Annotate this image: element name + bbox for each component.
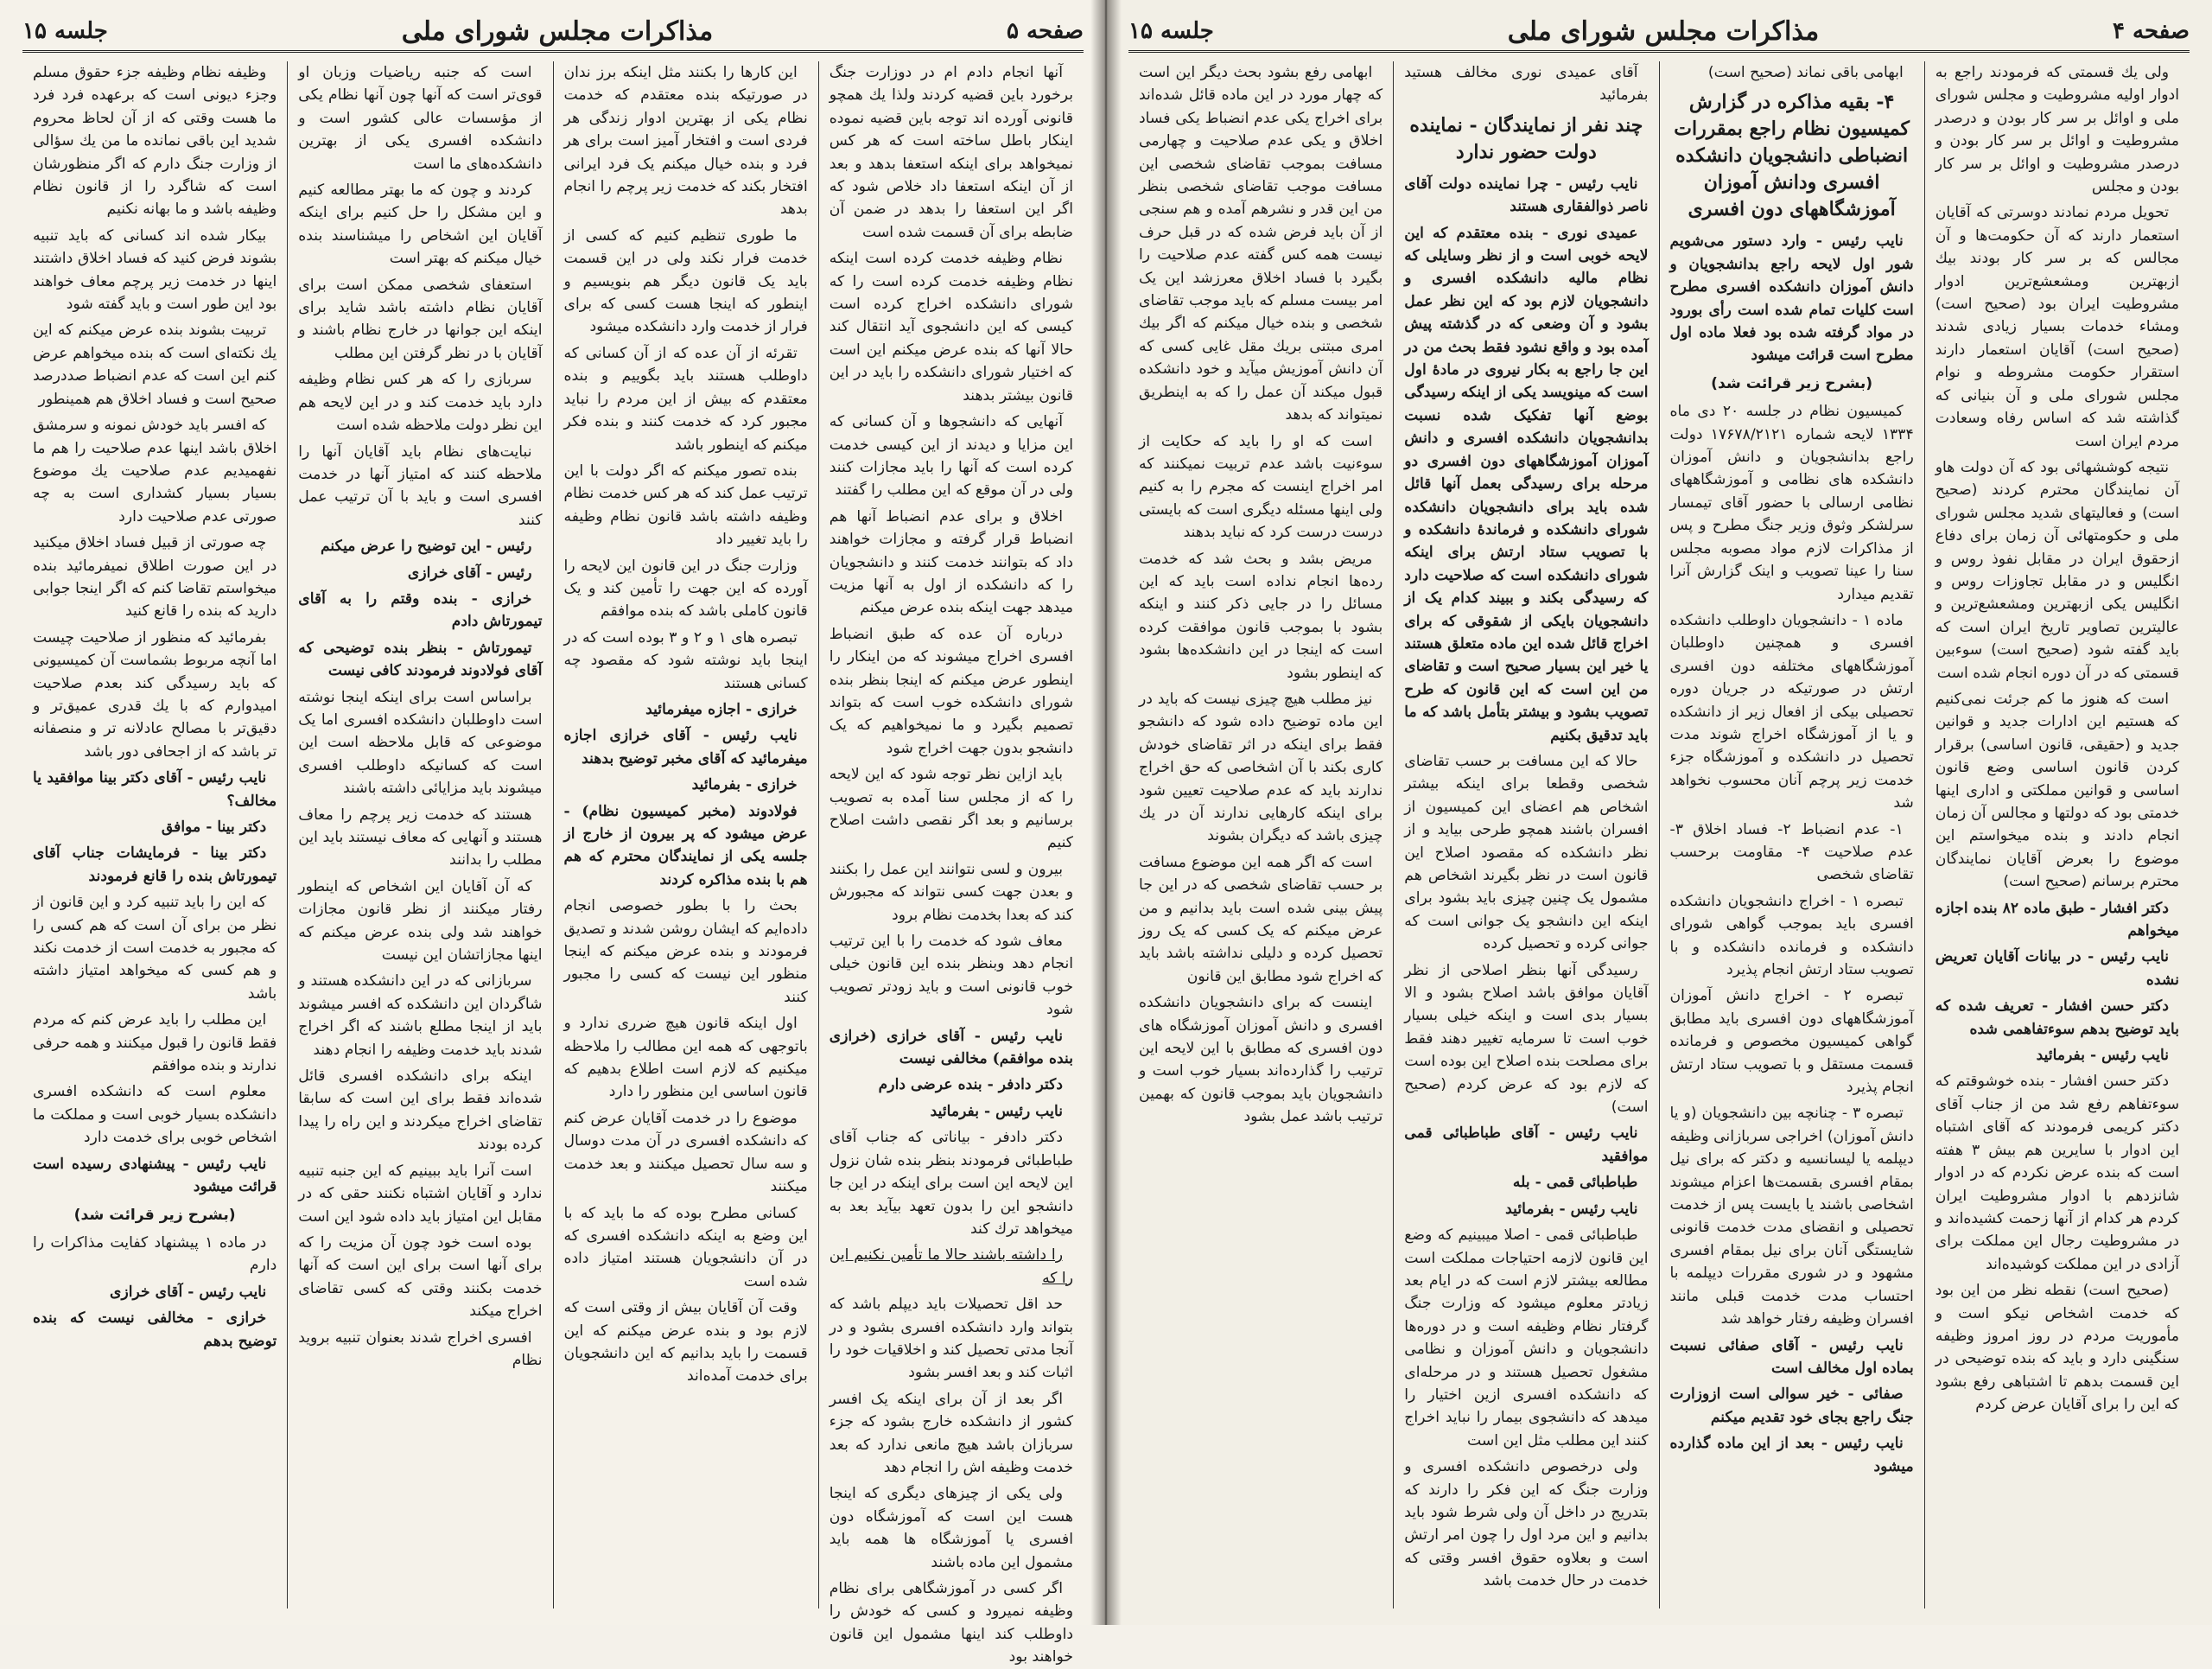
body-paragraph: نیز مطلب هیچ چیزی نیست که باید در این ماده توضیح داده شود که دانشجو فقط برای اینکه در اثر تقاضای خودش کاری بکند با آن اشخاصی که حق اخراج ندارند باید که عدم صلاحیت تعیین شود برای اینکه کارهایی ندارند آن در یك چیزی باشد که دیگران بشوند	[1139, 690, 1383, 845]
body-paragraph: است که اگر همه این موضوع مسافت بر حسب تقاضای شخصی که در این جا پیش بینی شده است باید بدانیم و من عرض میکنم که یک کسی که یک روز تحصیل کرده و دلیلی نداشته باشد باید که اخراج شود مطابق این قانون	[1139, 853, 1383, 985]
body-paragraph: مریض بشد و بحث شد که خدمت رده‌ها انجام نداده است باید که این مسائل را در جایی ذکر کنند و اینکه بشود با بموجب قانون موافقت کرده است که اینجا در این دانشکده‌ها بشود که اینطور بشود	[1139, 550, 1383, 682]
text-column	[553, 61, 818, 1608]
body-paragraph: ولی یك قسمتی که فرمودند راجع به ادوار اولیه مشروطیت و مجلس شورای ملی و اوائل بر سر کار بودن و درصدر مشروطیت و اوائل بر سر کار بودن و درصدر مشروطیت و اوائل بر سر کار بودن و مجلس	[1935, 64, 2179, 196]
body-paragraph: کسانی مطرح بوده که ما باید که با این وضع به اینکه دانشکده افسری که در آن دانشجویان هستند امتیاز داده شده است	[563, 1204, 808, 1290]
body-paragraph: ابهامی رفع بشود بحث دیگر این است که چهار مورد در این ماده قائل شده‌اند برای اخراج یکی عدم انضباط یکی فساد اخلاق و یکی عدم صلاحیت و چهارمی مسافت بموجب تقاضای شخصی این مسافت موجب تقاضای شخصی بنظر من این قدر و نشرهم آمده و هم سنجی از آن باید فرض شده که در قبل حرف نیست همه کس گفته عدم صلاحیت را بگیرد با فساد اخلاق معرزشد این یک امر بیست مسلم که باید موجب تقاضای شخصی و بنده خیال میکنم که اگر بیك امری مبتنی بریك مقل غایی کسی که آن دانش آموزیش میآید و خود دانشکده قبول میکند آن عمل را که به اینطریق نمیتواند که بدهد	[1139, 64, 1383, 424]
speaker-paragraph: نایب رئیس - بعد از این ماده گذارده میشود	[1669, 1435, 1914, 1475]
body-paragraph: اینکه برای دانشکده افسری قائل شده‌اند فقط برای این است که سابقا تقاضای اخراج میکردند و این راه را پیدا کرده بودند	[298, 1067, 543, 1154]
agenda-heading: ۴- بقیه مذاکره در گزارش کمیسیون نظام راجع بمقررات انضباطی دانشجویان دانشکده افسری ودانش آموزان آموزشگاههای دون افسری	[1674, 91, 1910, 221]
body-paragraph: تبصره ۲ - اخراج دانش آموزان آموزشگاههای دون افسری باید مطابق گواهی کمیسیون مخصوص و فرمانده قسمت مستقل و با تصویب ستاد ارتش انجام پذیرد	[1669, 987, 1914, 1097]
speaker-paragraph: دکتر افشار - طبق ماده ۸۲ بنده اجازه میخواهم	[1935, 899, 2179, 940]
body-paragraph: سربازی را که هر کس نظام وظیفه دارد باید خدمت کند و در این لایحه هم این نظر دولت ملاحظه شده است	[298, 371, 543, 435]
speaker-paragraph: رئیس - این توضیح را عرض میکنم	[320, 538, 532, 556]
body-paragraph: تبصره ۱ - اخراج دانشجویان دانشکده افسری باید بموجب گواهی شورای دانشکده و فرمانده دانشکده و با تصویب ستاد ارتش انجام پذیرد	[1669, 892, 1914, 978]
left-page	[0, 0, 1106, 1666]
body-paragraph: رسیدگی آنها بنظر اصلاحی از نظر آقایان موافق باشد اصلاح بشود و الا بسیار بدی است و اینکه خیلی بسیار خوب است تا سرمایه تغییر دهند فقط برای مصلحت بنده اصلاح این بوده است که لازم بود که عرض کردم (صحیح است)	[1404, 961, 1649, 1117]
body-paragraph: این مطلب را باید عرض کنم که مردم فقط قانون را قبول میکنند و همه حرفی ندارند و بنده موافقم	[33, 1011, 277, 1075]
speaker-paragraph: نایب رئیس - چرا نماینده دولت آقای ناصر ذوالفقاری هستند	[1404, 175, 1649, 216]
session-number: جلسه ۱۵	[22, 18, 108, 44]
body-paragraph: اگر بعد از آن برای اینکه یک افسر کشور از دانشکده خارج بشود که جزء سربازان باشد هیچ مانعی ندارد که بعد خدمت وظیفه اش را انجام دهد	[829, 1390, 1073, 1476]
body-paragraph: دکتر حسن افشار - بنده خوشوقتم که سوءتفاهم رفع شد من از جناب آقای دکتر کریمی فرمودند که آقای اشتباه این ادوار با سایرین هم بیش ۳ هفته است که بنده عرض نکردم که در ادوار شانزدهم با ادوار مشروطیت ایران کردم هر کدام از آنها زحمت کشیده‌اند و در مشروطیت رجال این مملکت برای آزادی در این مملکت کوشیده‌اند	[1935, 1073, 2180, 1273]
body-paragraph: بنده تصور میکنم که اگر دولت با این ترتیب عمل کند که هر کس خدمت نظام وظیفه داشته باشد قانون نظام وظیفه را باید تغییر داد	[563, 462, 808, 549]
body-paragraph: آنهایی که دانشجوها و آن کسانی که این مزایا و دیدند از این کیسی خدمت کرده است که آنها را باید مجازات کنند ولی در آن موقع که این مطلب را گفتند	[829, 413, 1073, 500]
body-paragraph: ماده ۱ - دانشجویان داوطلب دانشکده افسری و همچنین داوطلبان آموزشگاههای مختلفه دون افسری ارتش در صورتیکه در جریان دوره تحصیلی بیکی از افعال زیر از دانشکده و یا از آموزشگاه اخراج شوند مدت تحصیل در دانشکده و آموزشگاه جزء خدمت زیر پرچم آنان محسوب نخواهد شد	[1669, 611, 1914, 812]
body-paragraph: نتیجه کوششهائی بود که آن دولت هاو آن نمایندگان محترم کردند (صحیح است) و فعالیتهای شدید مجلس شورای ملی و حکومتهائی آن زمان برای دفاع ازحقوق ایران در مقابل نفوذ روس و انگلیس و در مقابل تجاوزات روس و انگلیس یکی ازبهترین ومشعشع‌ترین و عالیترین تصاویر تاریخ ایران است که باید گفته شود (صحیح است) سوءبین قسمتی که در آن دوره انجام شده است	[1935, 458, 2179, 682]
speaker-paragraph: دکتر بینا - موافق	[161, 819, 267, 836]
body-paragraph: افسری اخراج شدند بعنوان تنبیه بروید نظام	[298, 1328, 543, 1369]
left-page-header	[22, 12, 1084, 53]
body-paragraph: کردند و چون که ما بهتر مطالعه کنیم و این مشکل را حل کنیم برای اینکه آقایان این اشخاص را میشناسند بنده خیال میکنم که بهتر است	[298, 182, 543, 268]
reading-note: (بشرح زیر قرائت شد)	[1711, 374, 1873, 392]
body-paragraph: سربازانی که در این دانشکده هستند و شاگردان این دانشکده که افسر میشوند باید از اینجا مطلع باشند که اگر اخراج شدند باید خدمت وظیفه را انجام دهند	[298, 972, 543, 1059]
speaker-paragraph: نایب رئیس - بفرمائید	[1505, 1200, 1638, 1218]
speaker-paragraph: دکتر دادفر - بنده عرضی دارم	[878, 1076, 1063, 1094]
body-paragraph: که افسر باید خودش نمونه و سرمشق اخلاق باشد اینها عدم صلاحیت را هم ما نفهمیدیم عدم صلاحیت یك موضوع بسیار بسیار کشداری است به چه صورتی عدم صلاحیت دارد	[33, 417, 277, 526]
body-paragraph: بوده است خود چون آن مزیت را که برای آنها است برای این است که آنها خدمت بکنند وقتی که کسی تقاضای اخراج میکند	[298, 1233, 543, 1321]
speaker-paragraph: نایب رئیس - آقای خرازی	[110, 1283, 267, 1301]
body-paragraph: چه صورتی از قبیل فساد اخلاق میکنید در این صورت اطلاق نمیفرمائید بنده میخواستم تقاضا کنم که اگر اینجا جوابی دارید که بنده را قانع کنید	[33, 534, 277, 621]
speaker-paragraph: نایب رئیس - بفرمائید	[930, 1102, 1063, 1120]
left-page-columns	[22, 61, 1084, 1666]
session-number: جلسه ۱۵	[1128, 18, 1214, 44]
body-paragraph: بحث را با بطور خصوصی انجام داده‌ایم که ایشان روشن شدند و تصدیق فرمودند و بنده عرض میکنم که اینجا منظور این نیست که کسی را مجبور کنند	[563, 897, 808, 1006]
body-paragraph: کمیسیون نظام در جلسه ۲۰ دی ماه ۱۳۳۴ لایحه شماره ۱۷۶۷۸/۲۱۲۱ دولت راجع بدانشجویان و دانش آموزان دانشکده های نظامی و آموزشگاههای نظامی ارسالی با حضور آقای تیمسار سرلشکر وثوق وزیر جنگ مطرح و پس از مذاکرات لازم مواد مصوبه مجلس سنا را عینا تصویب و اینک گزارش آنرا تقدیم میدارد	[1669, 403, 1914, 603]
speaker-paragraph: رئیس - آقای خرازی	[407, 564, 532, 582]
body-paragraph: وقت آن آقایان بیش از وقتی است که لازم بود و بنده عرض میکنم که این قسمت را باید بدانیم که این دانشجویان برای خدمت آمده‌اند	[563, 1299, 808, 1386]
body-paragraph: دکتر دادفر - بیاناتی که جناب آقای طباطبائی فرمودند بنظر بنده شان نزول این لایحه این است برای اینکه در این جا دانشجو این را بدون تعهد بیآید بعد به میخواهد ترك کند	[829, 1129, 1073, 1238]
body-paragraph: تبصره ۳ - چنانچه بین دانشجویان (و یا دانش آموزان) اخراجی سربازانی وظیفه دیپلمه یا لیسانسیه و دکتر که برای نیل بمقام افسری بقسمت‌ها اعزام میشوند اشخاصی باشند یا بایست پس از خدمت تحصیلی و انقضای مدت خدمت قانونی شایستگی آنان برای نیل بمقام افسری مشهود و در شوری مقررات دیپلمه با احتساب مدت خدمت قبلی مانند افسران وظیفه رفتار خواهد شد	[1669, 1105, 1914, 1328]
body-paragraph: معلوم است که دانشکده افسری دانشکده بسیار خوبی است و مملکت ما اشخاص خوبی برای خدمت دارد	[33, 1083, 277, 1147]
reading-note: (بشرح زیر قرائت شد)	[73, 1206, 236, 1224]
body-paragraph: براساس است برای اینکه اینجا نوشته است داوطلبان دانشکده افسری اما یک موضوعی که قابل ملاحظه است این است که کسانیکه داوطلب افسری میشوند باید مزایائی داشته باشند	[298, 688, 543, 798]
speaker-paragraph: صفائی - خیر سوالی است ازوزارت جنگ راجع بجای خود تقدیم میکنم	[1669, 1386, 1914, 1426]
speaker-paragraph: تیمورتاش - بنظر بنده توضیحی که آقای فولادوند فرمودند کافی نیست	[298, 639, 543, 680]
body-paragraph: تربیت بشوند بنده عرض میکنم که این یك نکته‌ای است که بنده میخواهم عرض کنم این است که عدم انضباط صددرصد صحیح است و فساد اخلاق هم همینطور	[33, 322, 277, 408]
body-paragraph: باید ازاین نظر توجه شود که این لایحه را که از مجلس سنا آمده به تصویب برسانیم و بعد اگر نقصی داشت اصلاح کنیم	[829, 766, 1073, 852]
speaker-paragraph: نایب رئیس - آقای خرازی (خرازی بنده موافقم) مخالفی نیست	[829, 1027, 1073, 1068]
body-paragraph: آنها انجام دادم ام در دوزارت جنگ برخورد باین قضیه کردند ولذا یك همچو قانونی آورده اند توجه باین قضیه نموده اینکار باطل ساخته است که هر کس نمیخواهد برای اینکه استعفا بدهد و بعد از آن اینکه استعفا داد خلاص شود که اگر این استعفا را بدهد در ضمن آن ضابطه برای آن قسمت شده است	[829, 64, 1073, 241]
body-paragraph: در ماده ۱ پیشنهاد کفایت مذاکرات را دارم	[33, 1233, 277, 1275]
body-paragraph: نبایت‌های نظام باید آقایان آنها را ملاحظه کنند که امتیاز آنها در خدمت افسری است و باید با آن ترتیب عمل کنند	[298, 443, 543, 529]
body-paragraph: اخلاق و برای عدم انضباط آنها هم انضباط قرار گرفته و مجازات خواهند داد که بتوانند خدمت کنند و دانشجویان را که دانشکده از اول به آنها مزیت میدهد جهت اینکه بنده عرض میکنم	[829, 507, 1073, 617]
body-paragraph: هستند که خدمت زیر پرچم را معاف هستند و آنهایی که معاف نیستند باید این مطلب را بدانند	[298, 806, 543, 870]
speaker-paragraph: نایب رئیس - آقای دکتر بینا موافقید یا مخالف؟	[33, 769, 277, 810]
speaker-paragraph: دکتر حسن افشار - تعریف شده که باید توضیح بدهم سوءتفاهمی شده	[1935, 997, 2179, 1038]
body-paragraph: اول اینکه قانون هیچ ضرری ندارد و باتوجهی که همه این مطالب را ملاحظه میکنیم که لازم است اطلاع بدهیم که قانون اساسی این منظور را دارد	[563, 1015, 808, 1101]
body-paragraph: است که جنبه ریاضیات وزبان او قوی‌تر است که آنها چون آنها نظام یکی از مؤسسات عالی کشور است و دانشکده افسری یکی از بهترین دانشکده‌های ما است	[298, 64, 543, 173]
speaker-paragraph: نایب رئیس - آقای خرازی اجازه میفرمائید که آقای مخبر توضیح بدهند	[563, 727, 808, 768]
speaker-paragraph: خرازی - بنده وقتم را به آقای تیمورتاش دادم	[298, 589, 543, 631]
speaker-paragraph: نایب رئیس - آقای طباطبائی قمی موافقید	[1404, 1124, 1649, 1165]
body-paragraph: تقرئه از آن عده که از آن کسانی که داوطلب هستند باید بگوییم و بنده معتقدم که بیش از این مردم را نباید مجبور کرد که خدمت کنند و بنده فکر میکنم که اینطور باشد	[563, 344, 808, 454]
text-column	[1393, 61, 1658, 1608]
body-paragraph: ما طوری تنظیم کنیم که کسی از خدمت فرار نکند ولی در این قسمت باید یک قانون دیگر هم بنویسیم و اینطور که اینجا هست کسی که برای فرار از خدمت وارد دانشکده میشود	[563, 226, 808, 336]
body-paragraph: بیرون و لسی نتوانند این عمل را بکنند و بعدن جهت کسی نتواند که مجبورش کند که بعدا بخدمت نظام برود	[829, 860, 1073, 924]
underlined-line: را داشته باشند حالا ما تأمین نکنیم این را که	[829, 1246, 1073, 1287]
body-paragraph: بیکار شده اند کسانی که باید تنبیه بشوند فرض کنید که فساد اخلاق داشتند اینها در خدمت زیر پرچم معاف خواهند بود این طور است و باید گفته شود	[33, 226, 277, 314]
page-number: صفحه ۴	[2113, 18, 2190, 44]
right-page	[1106, 0, 2212, 1625]
body-paragraph: ابهامی باقی نماند (صحیح است)	[1707, 64, 1904, 81]
body-paragraph: ولی یکی از چیزهای دیگری که اینجا هست این است که آموزشگاه دون افسری یا آموزشگاه ها همه باید مشمول این ماده باشند	[829, 1485, 1073, 1571]
speaker-paragraph: نایب رئیس - پیشنهادی رسیده است قرائت میشود	[33, 1155, 277, 1196]
body-paragraph: طباطبائی قمی - اصلا میبینیم که وضع این قانون لازمه احتیاجات مملکت است مطالعه بیشتر لازم است که در ایام بعد زیادتر معلوم میشود که وزارت جنگ گرفتار نظام وظیفه است و در دوره‌ها دانشجویان و دانش آموزان و نظامی مشغول تحصیل هستند و در مرحله‌ای که دانشکده افسری ازین اختیار را میدهد که دانشجوی بیمار را نباید اخراج کنند این مطلب مثل این است	[1404, 1226, 1649, 1449]
page-title: مذاکرات مجلس شورای ملی	[1507, 16, 1820, 47]
body-paragraph: این کارها را بکنند مثل اینکه برز ندان در صورتیکه بنده معتقدم که خدمت نظام یکی از بهترین ادوار زندگی هر فردی است و افتخار آمیز است برای هر فرد و بنده خیال میکنم یک فرد ایرانی افتخار بکند که خدمت زیر پرچم را انجام بدهد	[563, 64, 808, 219]
agenda-heading: چند نفر از نمایندگان - نماینده دولت حضور ندارد	[1409, 113, 1643, 163]
speaker-paragraph: دکتر بینا - فرمایشات جناب آقای تیمورتاش بنده را قانع فرمودند	[33, 844, 277, 885]
body-paragraph: موضوع را در خدمت آقایان عرض کنم که دانشکده افسری در آن مدت دوسال و سه سال تحصیل میکنند و بعد خدمت میکنند	[563, 1109, 808, 1196]
body-paragraph: اینست که برای دانشجویان دانشکده افسری و دانش آموزان آموزشگاه های دون افسری که مطابق با این لایحه این ترتیب را گذارده‌اند بسیار خوب است و دانشجویان باید بموجب قانون که بهمین ترتیب باشد عمل بشود	[1139, 994, 1383, 1126]
body-paragraph: که این را باید تنبیه کرد و این قانون از نظر من برای آن است که هم کسی را که مجبور به خدمت است از خدمت نکند و هم کسی که میخواهد امتیاز داشته باشد	[33, 894, 277, 1003]
text-column	[1659, 61, 1924, 1608]
body-paragraph: اگر کسی در آموزشگاهی برای نظام وظیفه نمیرود و کسی که خودش را داوطلب کند اینها مشمول این قانون خواهند بود	[829, 1580, 1073, 1666]
body-paragraph: حد اقل تحصیلات باید دیپلم باشد که بتواند وارد دانشکده افسری بشود و در آنجا مدتی تحصیل کند و اخلاقیات خود را اثبات کند و بعد افسر بشود	[829, 1296, 1073, 1382]
speaker-paragraph: نایب رئیس - آقای صفائی نسبت بماده اول مخالف است	[1669, 1336, 1914, 1377]
right-page-columns	[1128, 61, 2190, 1608]
body-paragraph: آقای عمیدی نوری مخالف هستید بفرمائید	[1404, 64, 1649, 105]
speaker-paragraph: نایب رئیس - وارد دستور می‌شویم شور اول لایحه راجع بدانشجویان و دانش آموزان دانشکده افسری مطرح است کلیات تمام شده است رأی بورود در مواد گرفته شده بود فعلا ماده اول مطرح است قرائت میشود	[1669, 233, 1914, 365]
body-paragraph: وزارت جنگ در این قانون این لایحه را آورده که این جهت را تأمین کند و یک قانون کاملی باشد که بنده موافقم	[563, 557, 808, 621]
speaker-paragraph: نایب رئیس - بفرمائید	[2036, 1047, 2169, 1065]
body-paragraph: درباره آن عده که طبق انضباط افسری اخراج میشوند که من اینکار را اینطور عرض میکنم که اینجا بنظر بنده شورای دانشکده خوب است که بتواند تصمیم بگیرد و ما نمیخواهیم که یک دانشجو بدون جهت اخراج شود	[829, 625, 1073, 757]
text-column	[818, 61, 1084, 1666]
text-column	[287, 61, 552, 1608]
body-paragraph: است آنرا باید ببینیم که این جنبه تنبیه ندارد و آقایان اشتباه نکنند حقی که در مقابل این امتیاز باید داده شود این است	[298, 1162, 543, 1226]
speaker-paragraph: طباطبائی قمی - بله	[1512, 1174, 1638, 1192]
body-paragraph: (صحیح است) نقطه نظر من این بود که خدمت اشخاص نیکو است و مأموریت مردم در روز امروز وظیفه سنگینی دارد و باید که بنده توضیحی در این قسمت بدهم تا اشتباهی رفع بشود که این را برای آقایان عرض کردم	[1935, 1282, 2179, 1414]
speaker-paragraph: خرازی - اجازه میفرمائید	[645, 700, 798, 718]
speaker-paragraph: نایب رئیس - در بیانات آقایان تعریض نشده	[1935, 948, 2179, 989]
body-paragraph: ۱- عدم انضباط ۲- فساد اخلاق ۳- عدم صلاحیت ۴- مقاومت برحسب تقاضای شخصی	[1669, 820, 1914, 884]
body-paragraph: ولی درخصوص دانشکده افسری و وزارت جنگ که این فکر را دارند که بتدریج در داخل آن ولی شرط شود باید بدانیم و این مرد اول را چون امر ارتش است و بعلاوه حقوق افسر وقتی که خدمت در حال خدمت باشد	[1404, 1458, 1649, 1590]
speaker-paragraph: خرازی - بفرمائید	[691, 776, 798, 794]
body-paragraph: است که او را باید که حکایت از سوءنیت باشد عدم تربیت نمیکنند که امر اخراج اینست که مجرم را به کنیم ولی اینها مسئله دیگری است که بایستی درست درست کرد که نباید بدهند	[1139, 432, 1383, 542]
body-paragraph: بفرمائید که منظور از صلاحیت چیست اما آنچه مربوط بشماست آن کمیسیونی که باید رسیدگی کند بعدم صلاحیت امیدوارم که با یك قدری عمیق‌تر و دقیق‌تر با مصالح عادلانه تر و منصفانه تر باشد که از اجحافی دور باشد	[33, 628, 277, 761]
page-title: مذاکرات مجلس شورای ملی	[401, 16, 714, 47]
body-paragraph: وظیفه نظام وظیفه جزء حقوق مسلم وجزء دیونی است که برعهده فرد فرد ما هست وقتی که از آن لحاظ محروم شدید این باقی نمانده ما من یك سؤالی از وزارت جنگ دارم که اگر منظورشان است که شاگرد را از قانون نظام وظیفه باشد و ما بهانه نکنیم	[33, 64, 277, 219]
right-page-header	[1128, 12, 2190, 53]
text-column	[1128, 61, 1393, 1608]
speaker-paragraph: خرازی - مخالفی نیست که بنده توضیح بدهم	[33, 1309, 277, 1350]
body-paragraph: استعفای شخصی ممکن است برای آقایان نظام داشته باشد شاید برای اینکه این جوانها در خارج نظام باشند و آقایان با در نظر گرفتن این مطلب	[298, 276, 543, 362]
body-paragraph: نظام وظیفه خدمت کرده است اینکه نظام وظیفه خدمت کرده است را که شورای دانشکده اخراج کرده است کیسی که این دانشجوی آید انتقال کند حالا آنها که بنده عرض میکنم این است که اختیار شورای دانشکده را باید در این قانون بیشتر بدهند	[829, 250, 1073, 405]
body-paragraph: معاف شود که خدمت را با این ترتیب انجام دهد وبنظر بنده این قانون خیلی خوب قانونی است و باید زودتر تصویب شود	[829, 933, 1073, 1019]
body-paragraph: تبصره های ۱ و ۲ و ۳ بوده است که در اینجا باید نوشته شود که مقصود چه کسانی هستند	[563, 628, 808, 692]
speaker-paragraph: فولادوند (مخبر کمیسیون نظام) - عرض میشود که پر بیرون از خارج از جلسه یکی از نمایندگان محترم که هم هم با بنده مذاکره کردند	[563, 802, 808, 889]
text-column	[22, 61, 287, 1608]
page-number: صفحه ۵	[1007, 18, 1084, 44]
text-column	[1924, 61, 2190, 1608]
speaker-paragraph: عمیدی نوری - بنده معتقدم که این لایحه خوبی است و از نظر وسایلی که نظام مالیه دانشکده افسری و دانشجویان لازم بود که این نظر عمل بشود و آن وضعی که در گذشته پیش آمده بود و واقع نشود فقط بحث من در این جا راجع به بکار نیروی در مادهٔ اول است که مینویسد یکی از اینکه رسیدگی بوضع آنها تفکیک شده نسبت بدانشجویان دانشکده افسری و دانش آموزان آموزشگاههای دون افسری دو مرحله برای رسیدگی بعمل آنها قائل شده باید برای دانشجویان دانشکده شورای دانشکده و فرماندهٔ دانشکده و با تصویب ستاد ارتش برای اینکه شورای دانشکده است که صلاحیت دارد که رسیدگی بکند و ببیند کدام یک از دانشجویان بایکی از شقوقی که برای اخراج قائل شده این ماده متعلق هستند یا خیر این بسیار صحیح است و تقاضای من این است که این قانون که طرح تصویب بشود و بیشتر بتأمل باشد که ما باید تدقیق بکنیم	[1404, 224, 1649, 744]
body-paragraph: است که هنوز ما کم جرئت نمی‌کنیم که هستیم این ادارات جدید و قوانین جدید و (حقیقی، قانون اساسی) برقرار کردن قانون اساسی وضع قانون اساسی و قوانین مملکتی و اداری اینها خدمتی بود که دولتها و مجالس آن زمان انجام دادند و بنده میخواستم این موضوع را بعرض آقایان نمایندگان محترم برسانم (صحیح است)	[1935, 690, 2179, 891]
body-paragraph: حالا که این مسافت بر حسب تقاضای شخصی وقطعا برای اینکه بیشتر اشخاص هم اعضای این کمیسیون از افسران باشند همچو طرحی بیاید و از نظر دانشکده که مقصود اصلاح این قانون است در نظر بگیرند اشخاص هم مشمول یک چنین چیزی باید بشود برای اینکه این دانشجو یک جوانی است که جوانی کرده و تحصیل کرده	[1404, 752, 1649, 953]
body-paragraph: که آن آقایان این اشخاص که اینطور رفتار میکنند از نظر قانون مجازات خواهند شد ولی بنده عرض میکنم که اینها مجازاتشان این نیست	[298, 877, 543, 965]
body-paragraph: تحویل مردم نمادند دوسرتی که آقایان استعمار دارند که آن حکومت‌ها و آن مجالس که بر سر کار بودند بیك ازبهترین ومشعشع‌ترین ادوار مشروطیت ایران بود (صحیح است) ومشاء خدمات بسیار زیادی شدند (صحیح است) آقایان استعمار دارند استقرار حکومت مشروطه و نوام مجلس شورای ملی و آن بنیانی که گذاشته شد که اساس رفاه وسعادت مردم ایران است	[1935, 204, 2179, 450]
